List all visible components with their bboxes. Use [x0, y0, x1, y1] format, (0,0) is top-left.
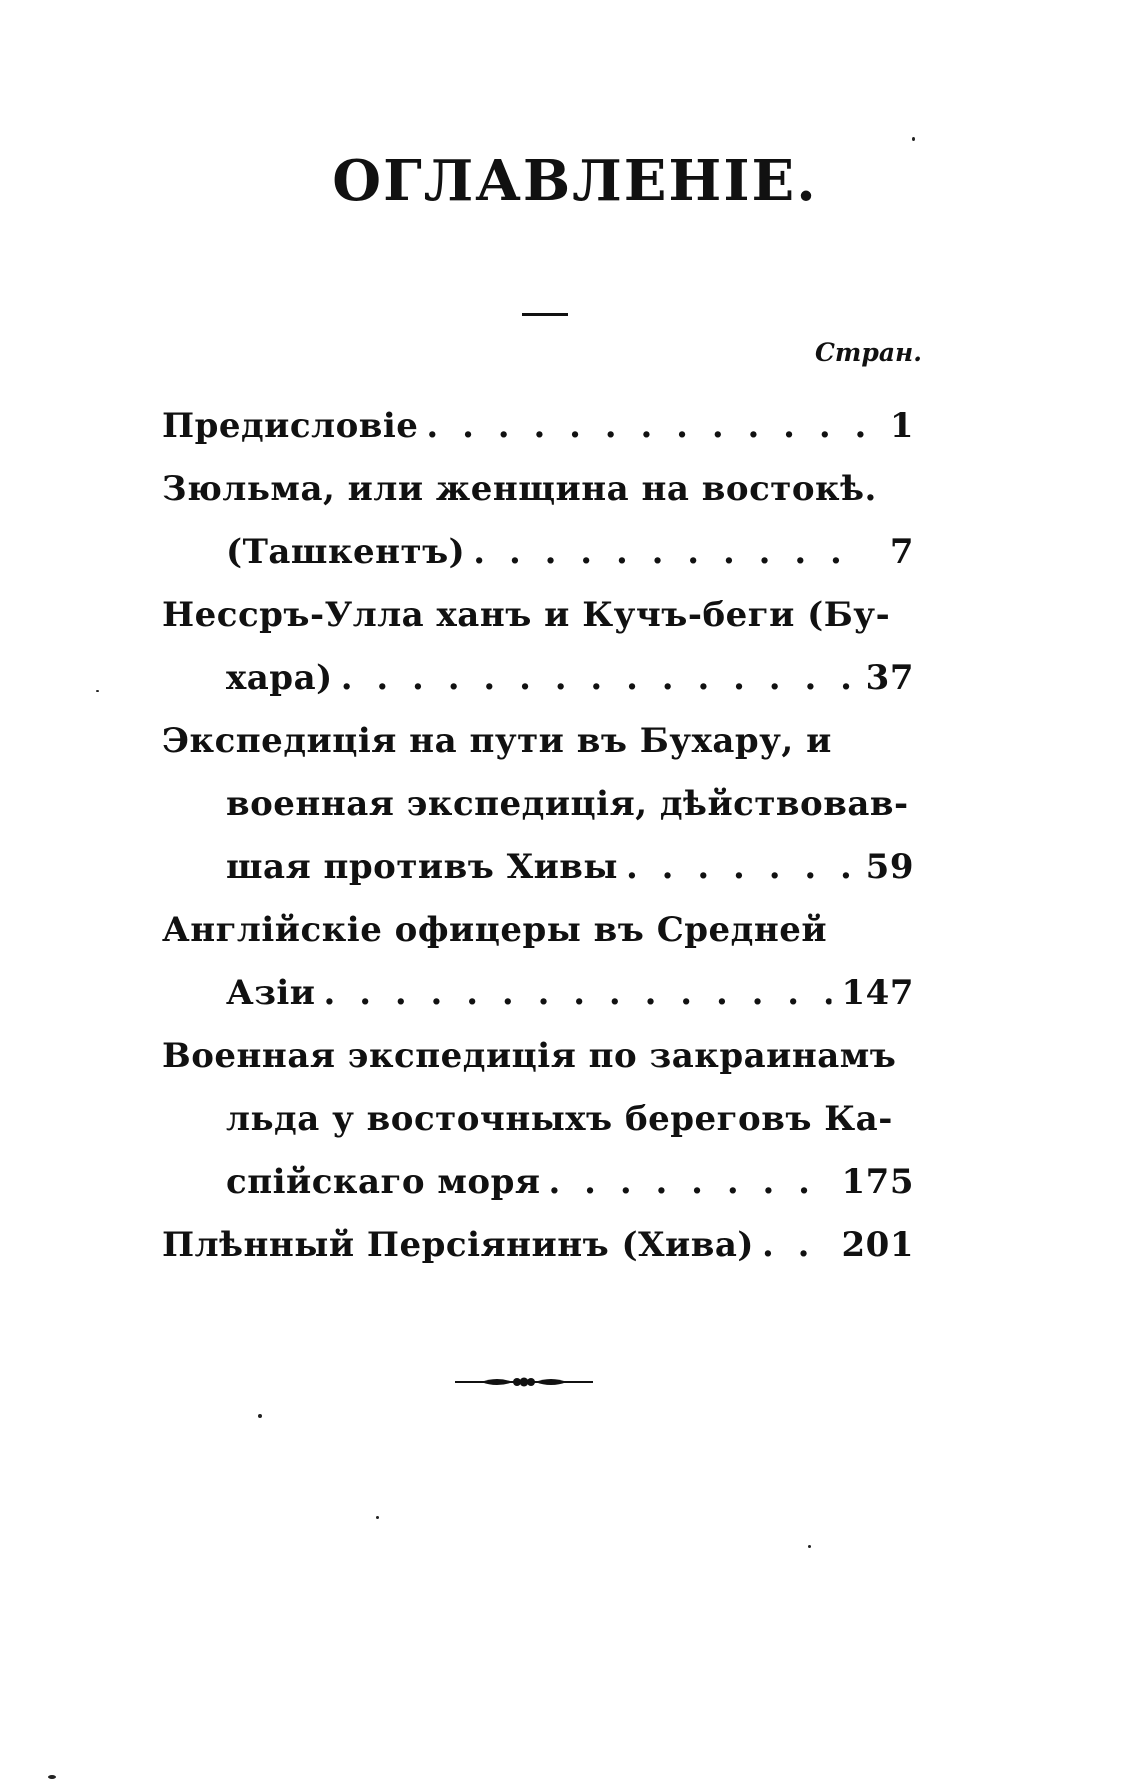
toc-entry-title-cont: (Ташкентъ) [226, 532, 466, 572]
toc-entry-line [162, 836, 914, 899]
toc-entry-line [162, 584, 914, 647]
toc-entry-line [162, 773, 914, 836]
dot-leader [341, 647, 856, 710]
table-of-contents [162, 395, 914, 1277]
toc-page-number: 37 [865, 658, 914, 698]
pages-column-label: Стран. [815, 338, 922, 367]
toc-entry-title: Плѣнный Персіянинъ (Хива) [162, 1225, 754, 1265]
print-speck [912, 137, 915, 141]
dot-leader [762, 1214, 832, 1277]
toc-entry[interactable] [162, 710, 914, 899]
toc-entry-title: Зюльма, или женщина на востокѣ. [162, 469, 877, 509]
toc-entry-title-cont: шая противъ Хивы [226, 847, 618, 887]
toc-entry[interactable] [162, 584, 914, 710]
print-speck [376, 1516, 379, 1519]
toc-entry-line [162, 1025, 914, 1088]
toc-entry-line [162, 395, 914, 458]
dot-leader [548, 1151, 831, 1214]
toc-entry-line [162, 710, 914, 773]
title-rule [522, 313, 568, 316]
toc-page-number: 175 [841, 1162, 914, 1202]
toc-entry-line [162, 1214, 914, 1277]
toc-entry-line [162, 1151, 914, 1214]
toc-page-number: 147 [841, 973, 914, 1013]
toc-entry-title: Предисловіе [162, 406, 419, 446]
toc-entry[interactable] [162, 395, 914, 458]
toc-entry-line [162, 458, 914, 521]
print-speck [96, 690, 99, 692]
dot-leader [324, 962, 832, 1025]
toc-entry-title: Нессръ-Улла ханъ и Кучъ-беги (Бу- [162, 595, 891, 635]
toc-entry-line [162, 962, 914, 1025]
toc-entry[interactable] [162, 1025, 914, 1214]
toc-page-number: 201 [841, 1225, 914, 1265]
dot-leader [626, 836, 856, 899]
toc-entry-title: Англійскіе офицеры въ Средней [162, 910, 828, 950]
toc-page-number: 7 [889, 532, 914, 572]
toc-entry-title-cont: хара) [226, 658, 333, 698]
ornament-flourish-icon [455, 1375, 593, 1389]
dot-leader [426, 395, 864, 458]
toc-page-number: 1 [889, 406, 914, 446]
toc-entry[interactable] [162, 458, 914, 584]
toc-entry[interactable] [162, 1214, 914, 1277]
toc-page-number: 59 [865, 847, 914, 887]
dot-leader [473, 521, 864, 584]
toc-entry-line [162, 521, 914, 584]
toc-entry-line [162, 899, 914, 962]
toc-entry-title-cont: льда у восточныхъ береговъ Ка- [226, 1099, 893, 1139]
toc-entry[interactable] [162, 899, 914, 1025]
toc-entry-line [162, 1088, 914, 1151]
print-speck [258, 1414, 262, 1418]
print-speck [48, 1775, 56, 1779]
print-speck [808, 1545, 811, 1548]
page-title: ОГЛАВЛЕНІЕ. [332, 148, 818, 214]
toc-entry-line [162, 647, 914, 710]
toc-entry-title-cont: Азіи [226, 973, 316, 1013]
toc-entry-title: Экспедиція на пути въ Бухару, и [162, 721, 832, 761]
toc-entry-title-cont: военная экспедиція, дѣйствовав- [226, 784, 909, 824]
toc-entry-title: Военная экспедиція по закраинамъ [162, 1036, 897, 1076]
toc-entry-title-cont: спійскаго моря [226, 1162, 541, 1202]
